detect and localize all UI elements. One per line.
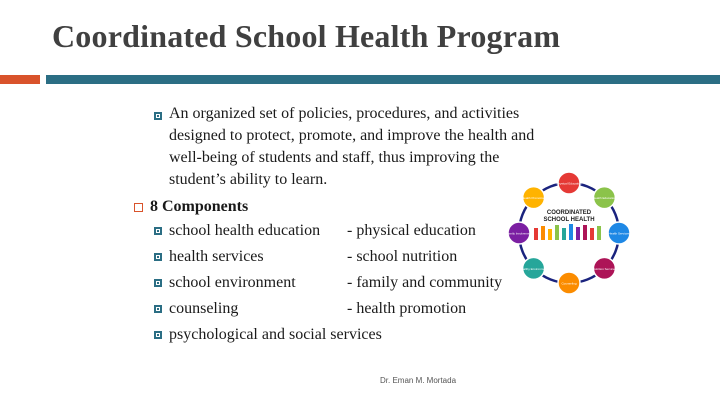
component-node-label: Nutrition Services	[592, 266, 617, 271]
intro-line: An organized set of policies, procedures, and activities	[169, 105, 520, 122]
intro-bullet-icon	[154, 112, 162, 120]
component-node-label: Family Involvement	[506, 231, 532, 236]
component-bullet-icon	[154, 305, 162, 313]
slide-title: Coordinated School Health Program	[52, 18, 561, 54]
component-item: counseling	[169, 300, 239, 317]
component-item: psychological and social services	[169, 326, 382, 343]
component-item: - health promotion	[347, 300, 467, 317]
component-node-label: Counseling	[561, 281, 577, 286]
component-node-label: Health Services	[608, 231, 630, 236]
component-item: school health education	[169, 222, 321, 239]
component-item: - physical education	[347, 222, 476, 239]
component-node-label: Healthy Environment	[519, 266, 548, 271]
intro-line: designed to protect, promote, and improve the health and	[169, 127, 535, 144]
component-nodes	[506, 172, 630, 294]
coordinated-school-health-graphic	[504, 168, 634, 298]
csh-wheel-svg	[504, 168, 634, 298]
intro-line: student’s ability to learn.	[169, 171, 328, 188]
component-item: school environment	[169, 274, 296, 291]
component-node-label: Health Promotion	[522, 196, 546, 201]
component-bullet-icon	[154, 279, 162, 287]
center-label-2: SCHOOL HEALTH	[543, 217, 595, 223]
component-bullet-icon	[154, 331, 162, 339]
intro-line: well-being of students and staff, thus improving the	[169, 149, 500, 166]
component-bullet-icon	[154, 253, 162, 261]
components-heading: 8 Components	[150, 198, 249, 215]
children-figures-icon	[534, 224, 601, 240]
components-bullet-icon	[134, 203, 143, 212]
footer-author: Dr. Eman M. Mortada	[380, 376, 457, 385]
component-item: - school nutrition	[347, 248, 458, 265]
title-bar-orange	[0, 75, 40, 84]
component-item: - family and community	[347, 274, 503, 291]
component-bullet-icon	[154, 227, 162, 235]
component-node-label: Health Education	[592, 196, 616, 201]
center-label-1: COORDINATED	[546, 210, 592, 216]
component-node-label: Physical Education	[556, 181, 582, 186]
component-item: health services	[169, 248, 264, 265]
title-bar-blue	[46, 75, 720, 84]
